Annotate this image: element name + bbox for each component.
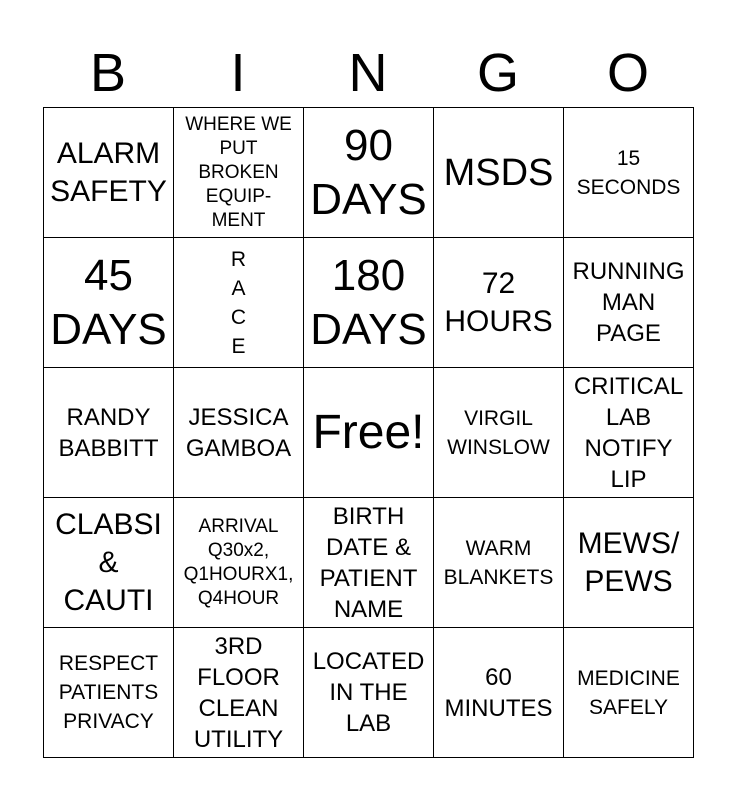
bingo-cell — [44, 238, 174, 368]
bingo-cell — [564, 628, 694, 758]
cell-text: WHERE WE PUT BROKEN EQUIP- MENT — [185, 113, 292, 231]
bingo-cell — [434, 628, 564, 758]
header-letter-b: B — [89, 43, 127, 103]
bingo-header — [43, 40, 693, 106]
bingo-cell — [174, 238, 304, 368]
cell-text: MEDICINE SAFELY — [577, 666, 680, 719]
cell-text: JESSICA GAMBOA — [185, 403, 292, 462]
bingo-cell — [174, 108, 304, 238]
bingo-cell — [564, 498, 694, 628]
bingo-cell — [434, 498, 564, 628]
bingo-cell — [304, 628, 434, 758]
cell-text: ARRIVAL Q30x2, Q1HOURX1, Q4HOUR — [183, 515, 294, 609]
cell-text: MSDS — [443, 151, 554, 194]
cell-text: ALARM SAFETY — [50, 136, 167, 208]
bingo-cell — [434, 368, 564, 498]
bingo-cell — [564, 108, 694, 238]
header-letter-o: O — [606, 43, 649, 103]
cell-text: VIRGIL WINSLOW — [447, 406, 550, 459]
cell-text: CLABSI & CAUTI — [55, 507, 162, 617]
cell-text: 90 DAYS — [310, 120, 427, 224]
bingo-cell — [44, 368, 174, 498]
cell-text: LOCATED IN THE LAB — [312, 648, 425, 737]
bingo-cell — [174, 498, 304, 628]
board-row — [44, 368, 694, 498]
board-row — [44, 628, 694, 758]
bingo-cell — [304, 108, 434, 238]
cell-text: CRITICAL LAB NOTIFY LIP — [573, 372, 684, 493]
board-row — [44, 238, 694, 368]
cell-text: RUNNING MAN PAGE — [572, 258, 685, 347]
header-letter-g: G — [476, 43, 519, 103]
bingo-cell — [174, 368, 304, 498]
cell-text: BIRTH DATE & PATIENT NAME — [319, 502, 418, 623]
bingo-board — [43, 107, 694, 758]
cell-text: MEWS/ PEWS — [577, 526, 680, 598]
bingo-cell — [174, 628, 304, 758]
bingo-cell — [564, 238, 694, 368]
bingo-cell — [304, 238, 434, 368]
cell-text: 60 MINUTES — [444, 663, 553, 722]
cell-text: R A C E — [230, 247, 247, 358]
bingo-cell — [44, 108, 174, 238]
bingo-cell — [44, 498, 174, 628]
header-letter-n: N — [348, 43, 388, 103]
bingo-cell — [304, 368, 434, 498]
free-space: Free! — [312, 405, 425, 459]
cell-text: 3RD FLOOR CLEAN UTILITY — [193, 632, 284, 753]
bingo-cell — [434, 108, 564, 238]
cell-text: 72 HOURS — [444, 266, 553, 338]
board-row — [44, 498, 694, 628]
bingo-cell — [304, 498, 434, 628]
cell-text: 15 SECONDS — [576, 146, 681, 199]
cell-text: 180 DAYS — [310, 250, 427, 354]
bingo-cell — [434, 238, 564, 368]
header-letter-i: I — [230, 43, 246, 103]
cell-text: RANDY BABBITT — [58, 403, 159, 462]
cell-text: RESPECT PATIENTS PRIVACY — [58, 652, 159, 733]
bingo-cell — [44, 628, 174, 758]
board-row — [44, 108, 694, 238]
cell-text: WARM BLANKETS — [443, 536, 554, 589]
bingo-cell — [564, 368, 694, 498]
cell-text: 45 DAYS — [50, 250, 167, 354]
